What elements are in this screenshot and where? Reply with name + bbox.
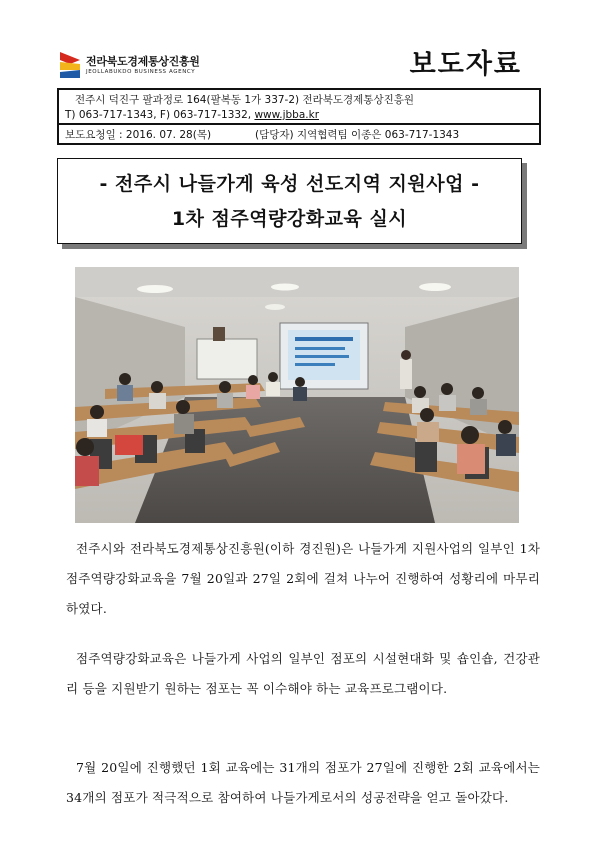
classroom-photo bbox=[75, 267, 519, 523]
agency-info-box bbox=[57, 88, 541, 125]
document-type-heading: 보도자료 bbox=[409, 49, 522, 80]
body-paragraph-1: 전주시와 전라북도경제통상진흥원(이하 경진원)은 나들가게 지원사업의 일부인 1차 점주역량강화교육을 7월 20일과 27일 2회에 걸쳐 나누어 진행하여 성황리에 마무리하였다. bbox=[66, 541, 540, 616]
headline-box bbox=[57, 158, 522, 244]
agency-phone-line bbox=[65, 109, 319, 121]
logo-english-name: JEOLLABUKDO BUSINESS AGENCY bbox=[86, 69, 196, 75]
headline-line-1: - 전주시 나들가게 육성 선도지역 지원사업 - bbox=[99, 173, 480, 195]
agency-address: 전주시 덕진구 팔과정로 164(팔복동 1가 337-2) 전라북도경제통상진흥원 bbox=[75, 94, 415, 106]
phone-fax: T) 063-717-1343, F) 063-717-1332, bbox=[65, 109, 252, 121]
headline-line-2: 1차 점주역량강화교육 실시 bbox=[171, 208, 408, 230]
contact-person: (담당자) 지역협력팀 이종은 063-717-1343 bbox=[255, 129, 460, 141]
classroom-scene-image bbox=[75, 267, 519, 523]
agency-logo-mark-icon bbox=[58, 50, 82, 80]
agency-logo bbox=[58, 48, 258, 84]
agency-website-link[interactable]: www.jbba.kr bbox=[254, 109, 320, 121]
body-paragraph-3: 7월 20일에 진행했던 1회 교육에는 31개의 점포가 27일에 진행한 2회 교육에서는 34개의 점포가 적극적으로 참여하여 나들가게로서의 성공전략을 얻고 돌아갔다. bbox=[66, 760, 540, 805]
request-info-bar bbox=[57, 125, 541, 145]
logo-korean-name: 전라북도경제통상진흥원 bbox=[86, 55, 200, 68]
body-paragraph-2: 점주역량강화교육은 나들가게 사업의 일부인 점포의 시설현대화 및 숍인숍, 건강관리 등을 지원받기 원하는 점포는 꼭 이수해야 하는 교육프로그램이다. bbox=[66, 651, 540, 696]
request-date: 보도요청일 : 2016. 07. 28(목) bbox=[65, 129, 212, 141]
